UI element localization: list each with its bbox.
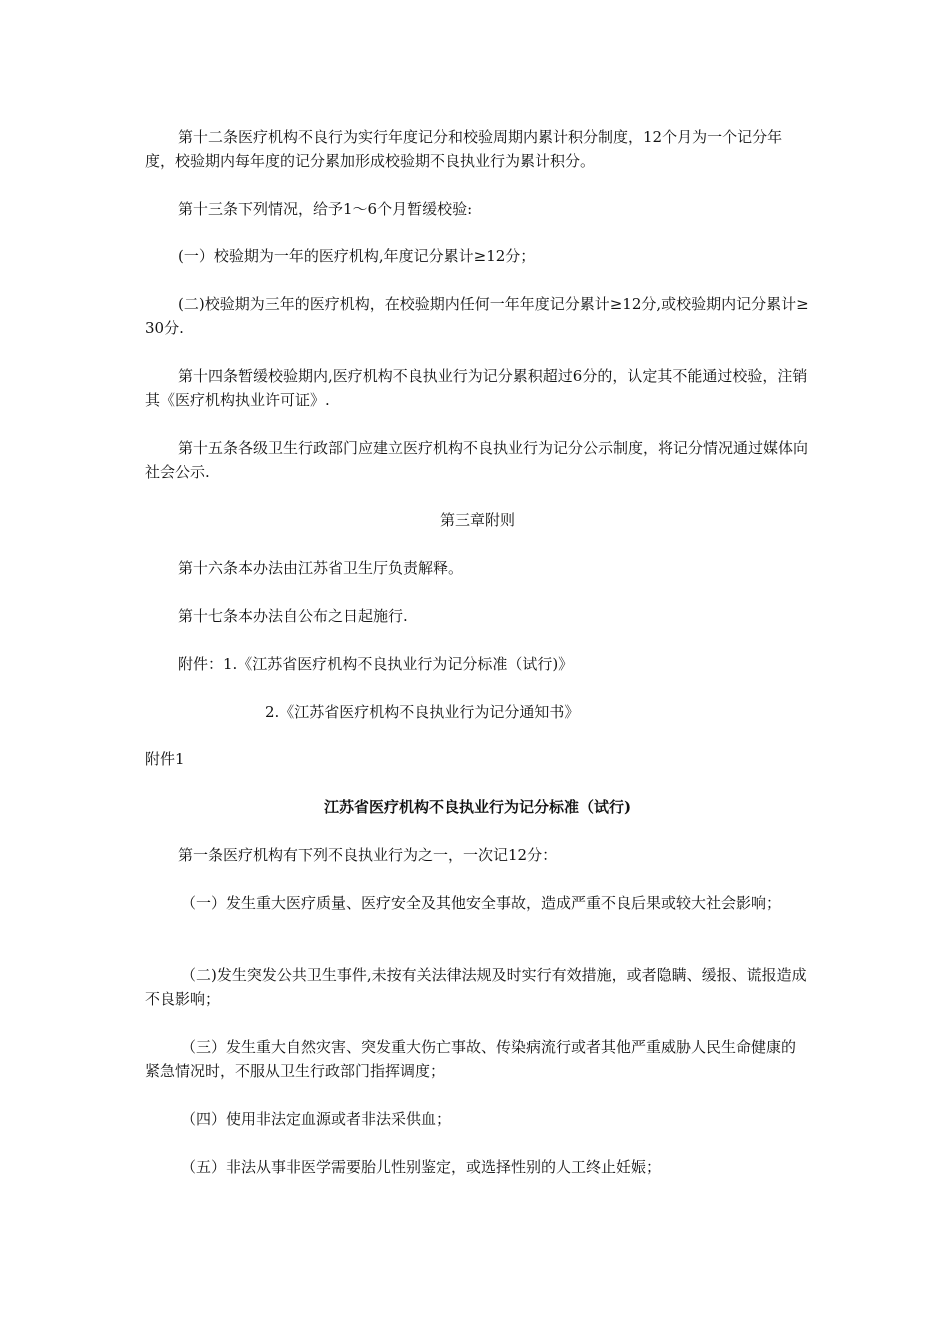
standard-item-4: （四）使用非法定血源或者非法采供血； (181, 1110, 452, 1128)
article-13-item-1: (一）校验期为一年的医疗机构,年度记分累计≥12分； (178, 247, 536, 265)
standard-item-1: （一）发生重大医疗质量、医疗安全及其他安全事故，造成严重不良后果或较大社会影响； (181, 894, 782, 912)
standard-item-3: （三）发生重大自然灾害、突发重大伤亡事故、传染病流行或者其他严重威胁人民生命健康的紧急情况时，不服从卫生行政部门指挥调度； (145, 1038, 797, 1080)
article-13: 第十三条下列情况，给予1～6个月暂缓校验: (178, 200, 473, 218)
attachments-line-1: 附件：1.《江苏省医疗机构不良执业行为记分标准（试行)》 (178, 655, 574, 673)
article-12: 第十二条医疗机构不良行为实行年度记分和校验周期内累计积分制度，12个月为一个记分年度，校验期内每年度的记分累加形成校验期不良执业行为累计积分。 (145, 128, 783, 170)
standard-item-5: （五）非法从事非医学需要胎儿性别鉴定，或选择性别的人工终止妊娠； (181, 1158, 662, 1176)
article-15: 第十五条各级卫生行政部门应建立医疗机构不良执业行为记分公示制度，将记分情况通过媒体向社会公示. (145, 439, 809, 481)
standard-article-1: 第一条医疗机构有下列不良执业行为之一，一次记12分： (178, 846, 558, 864)
attachments-line-2: 2.《江苏省医疗机构不良执业行为记分通知书》 (265, 703, 580, 721)
attachment-1-label: 附件1 (145, 750, 185, 768)
standard-item-2: （二)发生突发公共卫生事件,未按有关法律法规及时实行有效措施，或者隐瞒、缓报、谎报造成不良影响； (145, 966, 807, 1008)
article-14: 第十四条暂缓校验期内,医疗机构不良执业行为记分累积超过6分的，认定其不能通过校验，注销其《医疗机构执业许可证》. (145, 367, 808, 409)
article-17: 第十七条本办法自公布之日起施行. (178, 607, 408, 625)
article-16: 第十六条本办法由江苏省卫生厅负责解释。 (178, 559, 464, 577)
attachment-1-title: 江苏省医疗机构不良执业行为记分标准（试行) (323, 798, 632, 816)
chapter-3-heading: 第三章附则 (439, 511, 515, 529)
article-13-item-2: (二)校验期为三年的医疗机构，在校验期内任何一年年度记分累计≥12分,或校验期内记分累计≥30分. (145, 295, 809, 337)
